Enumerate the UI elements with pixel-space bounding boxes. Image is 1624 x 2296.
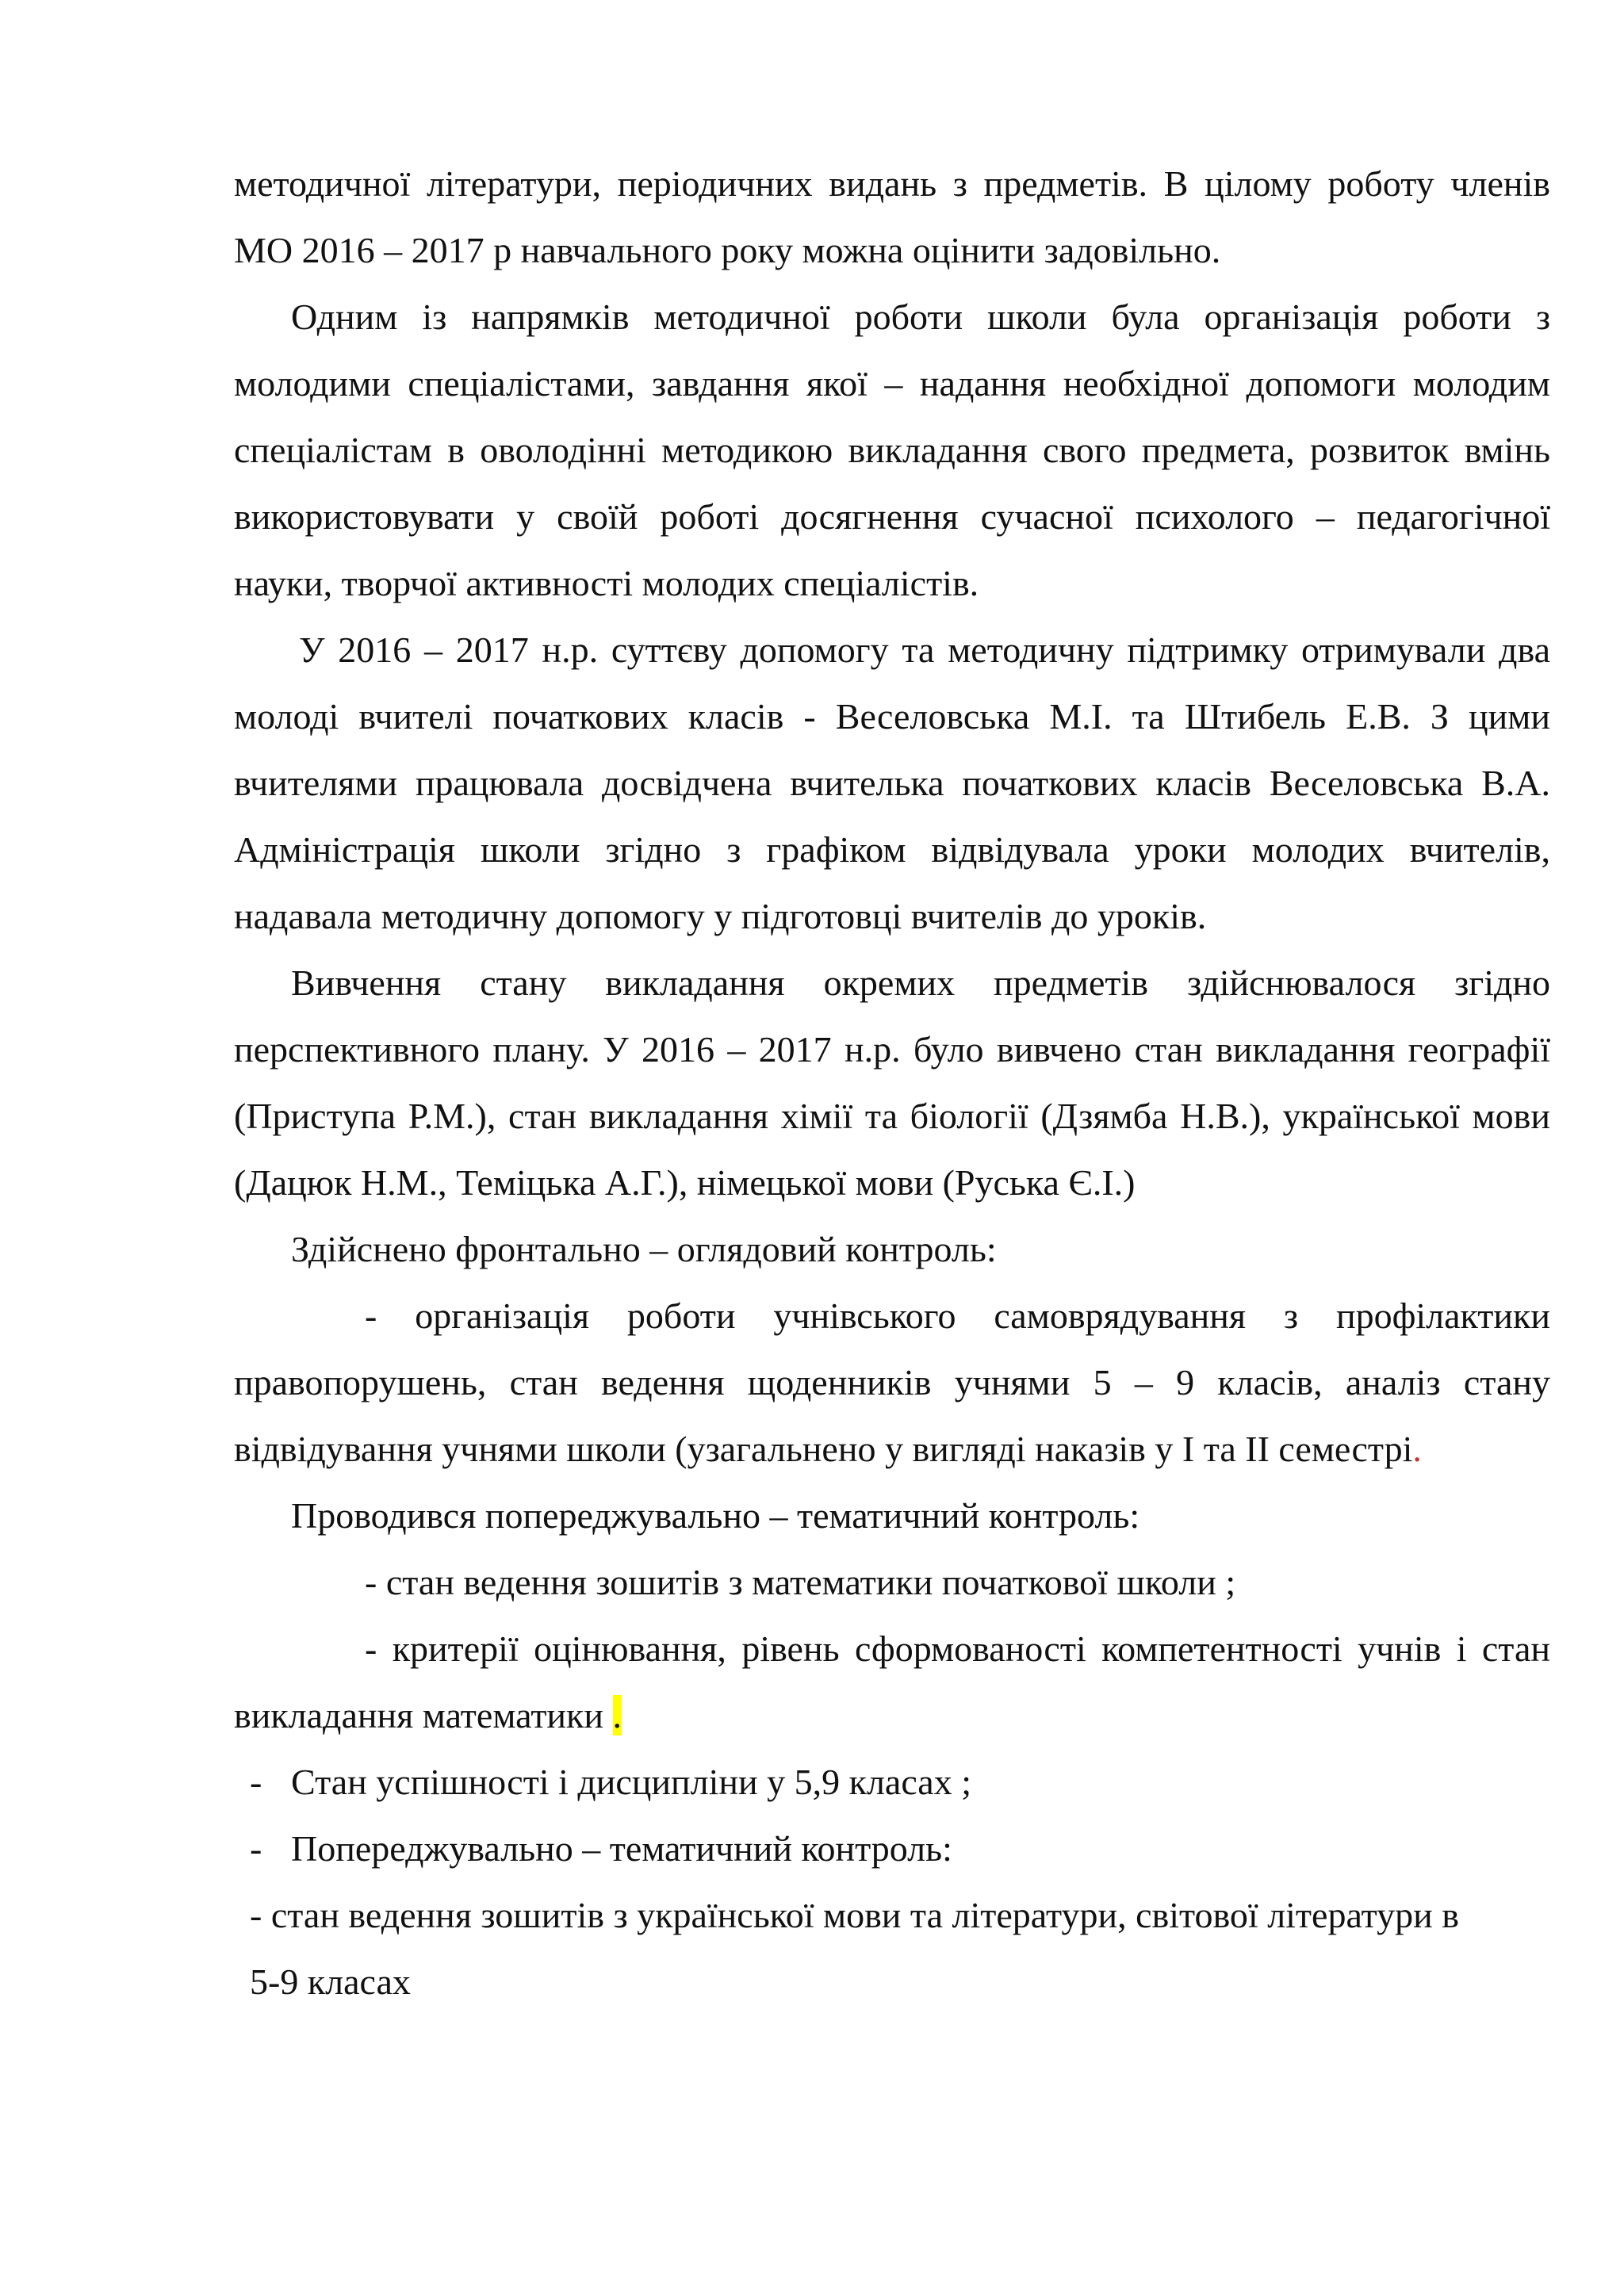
paragraph-mentoring: У 2016 – 2017 н.р. суттєву допомогу та методичну підтримку отримували два молоді вчителі початкових класів - Веселовська М.І. та Штибель Е.В. З цими вчителями працювала досвідчена вчителька початкових класів Веселовська В.А. Адміністрація школи згідно з графіком відвідувала уроки молодих вчителів, надавала методичну допомогу у підготовці вчителів до уроків. [234, 629, 1550, 936]
paragraph-assessment-criteria [234, 1616, 1550, 1749]
red-period: . [1412, 1429, 1422, 1469]
ukrainian-notebooks-text: - стан ведення зошитів з української мови та літератури, світової літератури в [250, 1895, 1460, 1935]
list-item-text: Стан успішності і дисципліни у 5,9 класах ; [291, 1762, 972, 1802]
list-item-text: Попереджувально – тематичний контроль: [291, 1828, 952, 1869]
self-government-text: - організація роботи учнівського самоврядування з профілактики правопорушень, стан ведення щоденників учнями 5 – 9 класів, аналіз стану відвідування учнями школи (узагальнено у вигляді наказів у І та ІІ семестрі [234, 1295, 1550, 1469]
list-dash: - [250, 1762, 262, 1802]
paragraph-mo-evaluation: методичної літератури, періодичних видань з предметів. В цілому роботу членів МО 2016 – 2017 р навчального року можна оцінити задовільно. [234, 163, 1550, 270]
list-dash: - [250, 1828, 262, 1869]
paragraph-thematic-control: Проводився попереджувально – тематичний контроль: [291, 1495, 1140, 1536]
list-item [234, 1749, 1550, 1816]
paragraph-math-notebooks: - стан ведення зошитів з математики початкової школи ; [365, 1562, 1236, 1602]
paragraph-ukrainian-notebooks [234, 1882, 1550, 2015]
ukrainian-notebooks-tail: 5-9 класах [250, 1961, 411, 2002]
paragraph-young-specialists: Одним із напрямків методичної роботи школи була організація роботи з молодими спеціалістами, завдання якої – надання необхідної допомоги молодим спеціалістам в оволодінні методикою викладання свого предмета, розвиток вмінь використовувати у своїй роботі досягнення сучасної психолого – педагогічної науки, творчої активності молодих спеціалістів. [234, 297, 1550, 603]
highlighted-period: . [612, 1695, 622, 1735]
paragraph-self-government [234, 1283, 1550, 1483]
paragraph-subject-study: Вивчення стану викладання окремих предметів здійснювалося згідно перспективного плану. У 2016 – 2017 н.р. було вивчено стан викладання географії (Приступа Р.М.), стан викладання хімії та біології (Дзямба Н.В.), української мови (Дацюк Н.М., Теміцька А.Г.), німецької мови (Руська Є.І.) [234, 962, 1550, 1203]
list-item [234, 1816, 1550, 1882]
document-page [234, 151, 1550, 2015]
paragraph-frontal-control: Здійснено фронтально – оглядовий контроль: [291, 1229, 997, 1269]
assessment-criteria-text: - критерії оцінювання, рівень сформованості компетентності учнів і стан викладання математики [234, 1628, 1550, 1735]
